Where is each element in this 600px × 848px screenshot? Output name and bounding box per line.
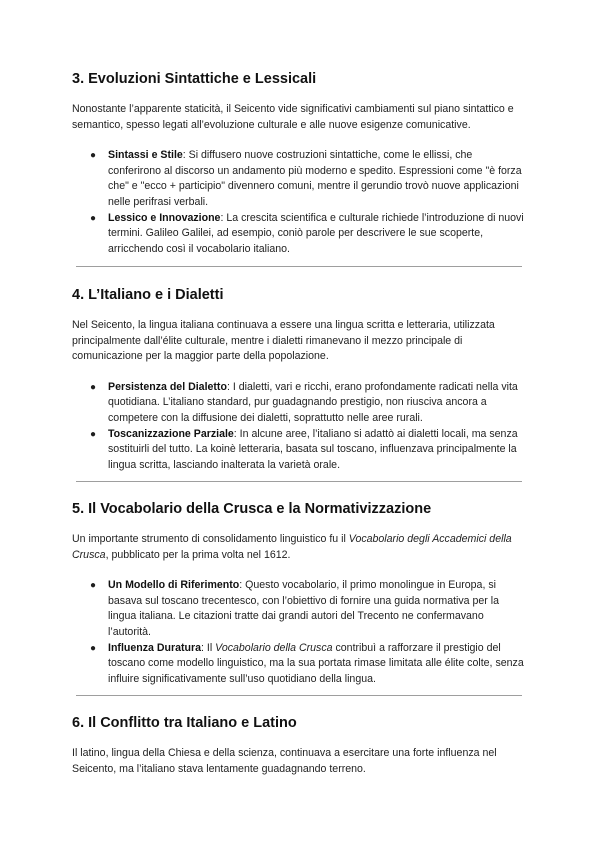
section-4-heading: 4. L’Italiano e i Dialetti [72, 287, 224, 303]
list-item-term: Sintassi e Stile [108, 149, 183, 162]
list-item-text-title: Vocabolario della Crusca [215, 641, 333, 654]
section-divider [76, 266, 522, 267]
list-item-text-end: contribuì a rafforzare il prestigio del toscano come modello linguistico, ma la sua portata rimase limitata alle élite colte, senza influire significativamente sull’uso quotidiano della lingua. [108, 641, 524, 685]
section-5-intro-title: Vocabolario degli Accademici della Crusca [72, 533, 512, 561]
list-item-text: : Questo vocabolario, il primo monolingue in Europa, si basava sul toscano trecentesco, con l’obiettivo di fornire una guida normativa per la lingua italiana. Le citazioni tratte dai grandi autori del Trecento ne confermavano l’autorità. [108, 579, 500, 638]
section-3 [72, 70, 524, 257]
section-divider [76, 695, 522, 696]
section-4-list [72, 380, 524, 474]
list-item-term: Persistenza del Dialetto [108, 380, 227, 393]
bullet-icon: ● [90, 381, 97, 393]
list-item-text: : La crescita scientifica e culturale richiede l’introduzione di nuovi termini. Galileo Galilei, ad esempio, coniò parole per descrivere le sue scoperte, arricchendo così il vocabolario italiano. [108, 211, 524, 255]
section-3-list [72, 148, 524, 257]
list-item-text: : Si diffusero nuove costruzioni sintattiche, come le ellissi, che conferirono al discorso un andamento più moderno e spedito. Espressioni come "è forza che" e "ecco + participio" divennero comuni, mentre il gerundio trovò nuove applicazioni nelle perifrasi verbali. [108, 149, 522, 208]
section-6-intro: Il latino, lingua della Chiesa e della scienza, continuava a esercitare una forte influenza nel Seicento, ma l’italiano stava lentamente guadagnando terreno. [72, 747, 497, 775]
bullet-icon: ● [90, 150, 97, 162]
section-5-heading: 5. Il Vocabolario della Crusca e la Normativizzazione [72, 501, 432, 517]
list-item-term: Toscanizzazione Parziale [108, 427, 234, 440]
bullet-icon: ● [90, 428, 97, 440]
section-5-intro-end: , pubblicato per la prima volta nel 1612. [105, 548, 291, 561]
list-item [72, 148, 524, 210]
list-item-text-start: : Il [201, 641, 216, 654]
section-divider [76, 481, 522, 482]
list-item-term: Influenza Duratura [108, 641, 202, 654]
list-item-text: : In alcune aree, l’italiano si adattò ai dialetti locali, ma senza sostituirli del tutto. La koinè letteraria, basata sul toscano, influenzava principalmente la lingua scritta, lasciando inalterata la varietà orale. [108, 427, 518, 471]
bullet-icon: ● [90, 580, 97, 592]
bullet-icon: ● [90, 212, 97, 224]
section-4-intro: Nel Seicento, la lingua italiana continuava a essere una lingua scritta e letteraria, utilizzata principalmente dall’élite culturale, mentre i dialetti rimanevano il mezzo principale di comunicazione per la maggior parte della popolazione. [72, 319, 495, 363]
section-5-intro-text: Un importante strumento di consolidamento linguistico fu il [72, 533, 349, 545]
list-item-term: Lessico e Innovazione [108, 211, 221, 224]
section-5-intro [72, 532, 524, 563]
list-item-text: : I dialetti, vari e ricchi, erano profondamente radicati nella vita quotidiana. L’italiano standard, pur guadagnando prestigio, non riusciva ancora a competere con la diffusione dei dialetti, soprattutto nelle aree rurali. [108, 380, 518, 424]
list-item [72, 380, 524, 427]
section-5 [72, 500, 524, 687]
section-6 [72, 714, 524, 777]
list-item [72, 578, 524, 640]
section-4 [72, 286, 524, 473]
list-item [72, 641, 524, 688]
section-6-heading: 6. Il Conflitto tra Italiano e Latino [72, 715, 297, 731]
section-3-intro: Nonostante l’apparente staticità, il Seicento vide significativi cambiamenti sul piano sintattico e semantico, spesso legati all’evoluzione culturale e alle nuove esigenze comunicative. [72, 103, 514, 131]
list-item-term: Un Modello di Riferimento [108, 579, 240, 592]
section-5-list [72, 578, 524, 687]
list-item [72, 427, 524, 474]
section-3-heading: 3. Evoluzioni Sintattiche e Lessicali [72, 71, 317, 87]
bullet-icon: ● [90, 642, 97, 654]
list-item [72, 211, 524, 258]
